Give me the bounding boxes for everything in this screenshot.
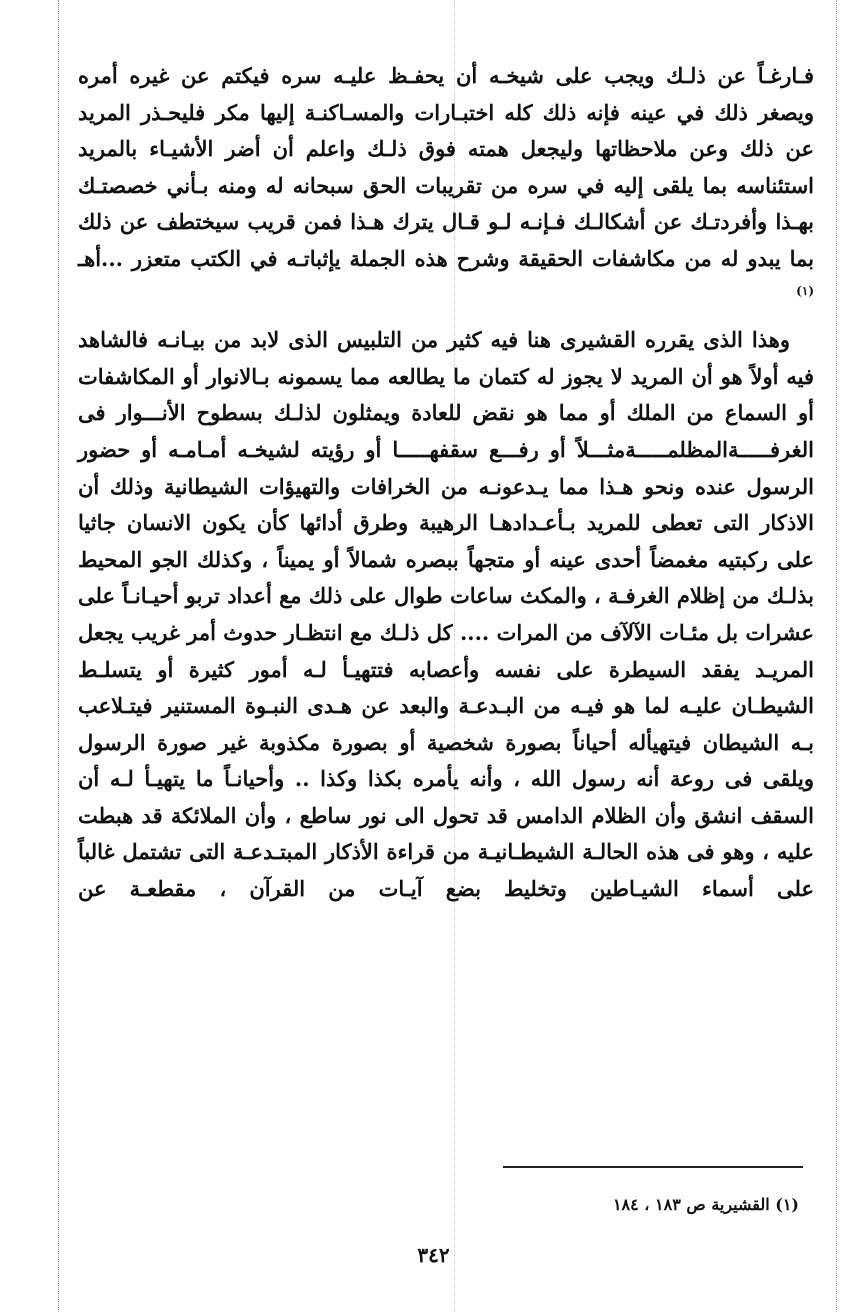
paragraph-2 [78,322,814,908]
footnote-separator [503,1166,803,1168]
paragraph-1-text: فـارغـاً عن ذلـك ويجب على شيخـه أن يحفـظ عليـه سره فيكتم عن غيره أمره ويصغر ذلك في عينه فإنه ذلك كله اختبـارات والمسـاكنـة إليها مكر فليحـذر المريد عن ذلك وعن ملاحظاتها وليجعل همته فوق ذلـك واعلم أن أضر الأشيـاء بالمريد استئناسه بما يلقى إليه في سره من تقريبات الحق سبحانه له ومنه بـأني خصصتـك بهـذا وأفردتـك عن أشكالـك فـإنـه لـو قـال يترك هـذا فمن قريب سيختطف عن ذلك بما يبدو له من مكاشفات الحقيقة وشرح هذه الجملة يإثباتـه في الكتب متعزر ...أهـ [78,63,814,271]
paragraph-2-text: وهذا الذى يقرره القشيرى هنا فيه كثير من التلبيس الذى لابد من بيـانـه فالشاهد فيه أولاً هو أن المريد لا يجوز له كتمان ما يطالعه مما يسمونه بـالانوار أو المكاشفات أو السماع من الملك أو مما هو نقض للعادة ويمثلون لذلـك بسطوح الأنـــوار فى الغرفـــــةالمظلمـــــةمثـــلاً أو رفـــع سقفهـــــا أو رؤيته لشيخـه أمـامـه أو حضور الرسول عنده ونحو هـذا مما يـدعونـه من الخرافات والتهيؤات الشيطانية وذلك أن الاذكار التى تعطى للمريد بـأعـدادهـا الرهيبة وطرق أدائها كأن يكون الانسان جاثيا على ركبتيه مغمضاً أحدى عينه أو متجهاً ببصره شمالاً أو يميناً ، وكذلك الجو المحيط بذلـك من إظلام الغرفـة ، والمكث ساعات طوال على ذلك مع أعداد تربو أحيـانـاً على عشرات بل مئـات الآلآف من المرات .... كل ذلـك مع انتظـار حدوث أمر غريب يجعل المريـد يفقد السيطرة على نفسه وأعصابه فتتهيـأ لـه أمور كثيرة أو يتسلـط الشيطـان عليـه لما هو فيـه من البـدعـة والبعد عن هـدى النبـوة المستنير فيتـلاعب بـه الشيطان فيتهيأله أحياناً بصورة شخصية أو بصورة مكذوبة غير صورة الرسول ويلقى فى روعة أنه رسول الله ، وأنه يأمره بكذا وكذا .. وأحيانـاً ما يتهيـأ لـه أن السقف انشق وأن الظلام الدامس قد تحول الى نور ساطع ، وأن الملائكة قد هبطت عليه ، وهو فى هذه الحالـة الشيطـانيـة من قراءة الأذكار المبتـدعـة التى تشتمل غالباً على أسماء الشيـاطين وتخليط بضع آيـات من القرآن ، مقطعـة عن [78,327,814,902]
scan-fold-line-left [58,0,59,1312]
footnote-text: (١) القشيرية ص ١٨٣ ، ١٨٤ [612,1195,799,1214]
paragraph-1 [78,58,814,314]
page-number: ٣٤٢ [417,1243,450,1267]
scan-fold-line-right [836,0,837,1312]
main-text [78,58,814,908]
footnote-reference: (١) [796,283,814,298]
